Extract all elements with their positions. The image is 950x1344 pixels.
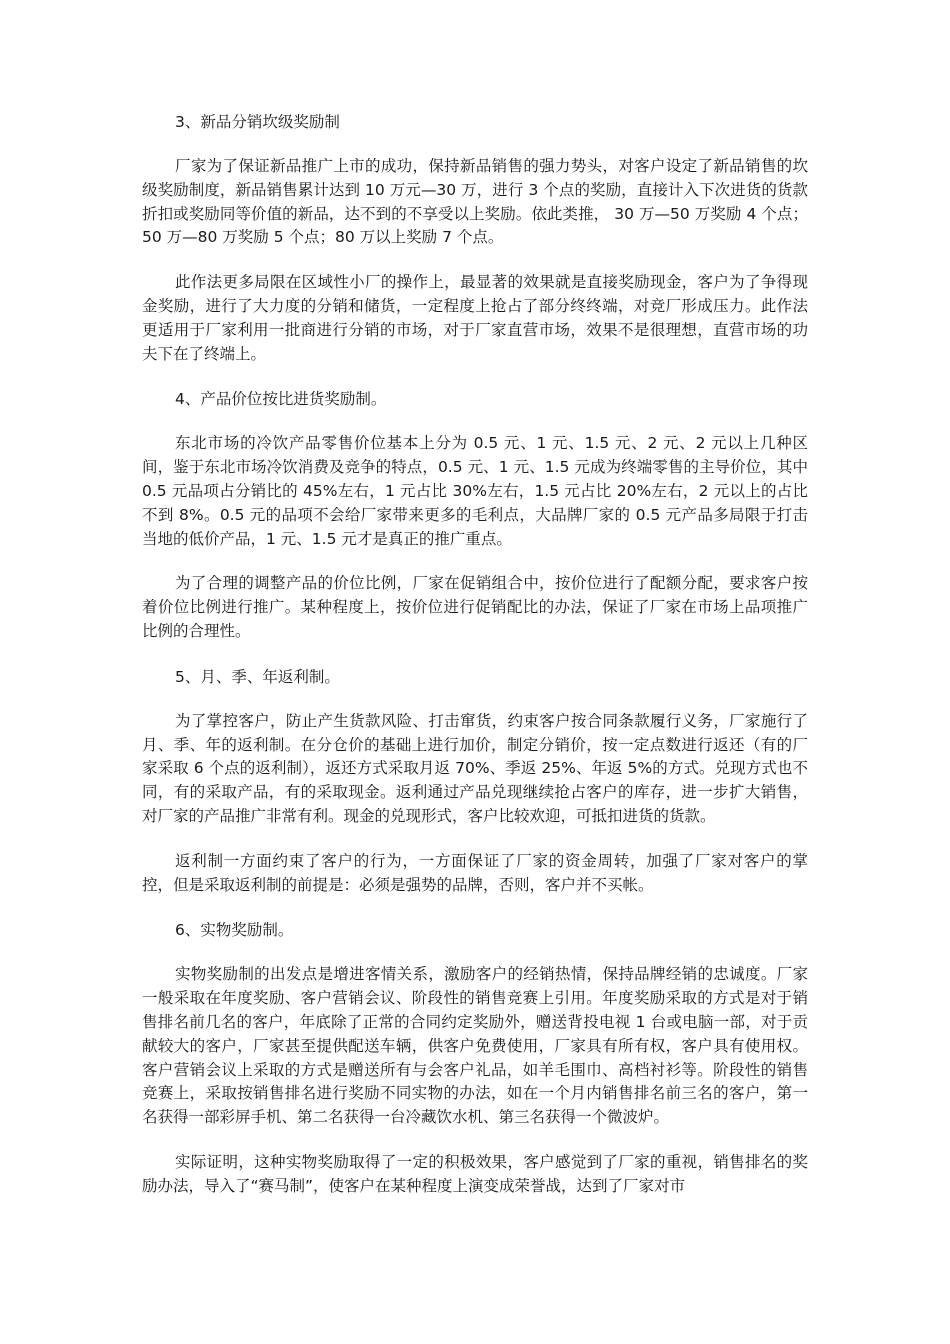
document-page — [142, 110, 808, 1220]
paragraph: 东北市场的冷饮产品零售价位基本上分为 0.5 元、1 元、1.5 元、2 元、2 元以上几种区间，鉴于东北市场冷饮消费及竞争的特点，0.5 元、1 元、1.5 元成为终端零售的主导价位，其中 0.5 元品项占分销比的 45%左右，1 元占比 30%左右，1.5 元占比 20%左右，2 元以上的占比不到 8%。0.5 元的品项不会给厂家带来更多的毛利点，大品牌厂家的 0.5 元产品多局限于打击当地的低价产品，1 元、1.5 元才是真正的推广重点。 — [142, 434, 808, 548]
paragraph: 实际证明，这种实物奖励取得了一定的积极效果，客户感觉到了厂家的重视，销售排名的奖励办法，导入了“赛马制”，使客户在某种程度上演变成荣誉战，达到了厂家对市 — [142, 1152, 808, 1195]
paragraph: 为了掌控客户，防止产生货款风险、打击窜货，约束客户按合同条款履行义务，厂家施行了月、季、年的返利制。在分仓价的基础上进行加价，制定分销价，按一定点数进行返还（有的厂家采取 6 个点的返利制），返还方式采取月返 70%、季返 25%、年返 5%的方式。兑现方式也不同，有的采取产品，有的采取现金。返利通过产品兑现继续抢占客户的库存，进一步扩大销售，对厂家的产品推广非常有利。现金的兑现形式，客户比较欢迎，可抵扣进货的货款。 — [142, 711, 808, 825]
section-4 — [142, 387, 808, 643]
section-6 — [142, 918, 808, 1198]
section-3 — [142, 110, 808, 366]
section-5 — [142, 665, 808, 898]
paragraph: 返利制一方面约束了客户的行为，一方面保证了厂家的资金周转，加强了厂家对客户的掌控，但是采取返利制的前提是：必须是强势的品牌，否则，客户并不买帐。 — [142, 851, 808, 894]
section-heading: 3、新品分销坎级奖励制 — [175, 113, 340, 131]
section-heading: 4、产品价位按比进货奖励制。 — [175, 390, 387, 409]
paragraph: 实物奖励制的出发点是增进客情关系，激励客户的经销热情，保持品牌经销的忠诚度。厂家一般采取在年度奖励、客户营销会议、阶段性的销售竞赛上引用。年度奖励采取的方式是对于销售排名前几名的客户，年底除了正常的合同约定奖励外，赠送背投电视 1 台或电脑一部，对于贡献较大的客户，厂家甚至提供配送车辆，供客户免费使用，厂家具有所有权，客户具有使用权。客户营销会议上采取的方式是赠送所有与会客户礼品，如羊毛围巾、高档衬衫等。阶段性的销售竞赛上，采取按销售排名进行奖励不同实物的办法，如在一个月内销售排名前三名的客户，第一名获得一部彩屏手机、第二名获得一台冷藏饮水机、第三名获得一个微波炉。 — [142, 965, 808, 1127]
section-heading: 6、实物奖励制。 — [175, 921, 294, 940]
paragraph: 此作法更多局限在区域性小厂的操作上，最显著的效果就是直接奖励现金，客户为了争得现金奖励，进行了大力度的分销和储货，一定程度上抢占了部分终终端，对竞厂形成压力。此作法更适用于厂家利用一批商进行分销的市场，对于厂家直营市场，效果不是很理想，直营市场的功夫下在了终端上。 — [142, 273, 808, 363]
section-heading: 5、月、季、年返利制。 — [175, 667, 340, 686]
paragraph: 厂家为了保证新品推广上市的成功，保持新品销售的强力势头，对客户设定了新品销售的坎级奖励制度，新品销售累计达到 10 万元—30 万，进行 3 个点的奖励，直接计入下次进货的货款折扣或奖励同等价值的新品，达不到的不享受以上奖励。依此类推， 30 万—50 万奖励 4 个点； 50 万—80 万奖励 5 个点；80 万以上奖励 7 个点。 — [142, 157, 808, 247]
paragraph: 为了合理的调整产品的价位比例，厂家在促销组合中，按价位进行了配额分配，要求客户按着价位比例进行推广。某种程度上，按价位进行促销配比的办法，保证了厂家在市场上品项推广比例的合理性。 — [142, 574, 808, 640]
